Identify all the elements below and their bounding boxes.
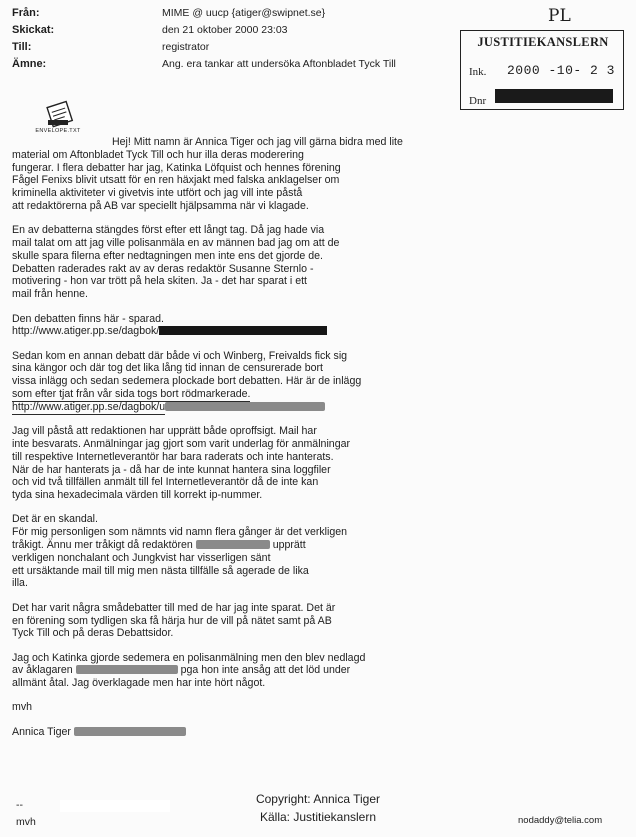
to-value: registrator <box>162 41 210 53</box>
text-line: För mig personligen som nämnts vid namn flera gånger är det verkligen <box>12 526 348 539</box>
text-line: Det är en skandal. <box>12 513 98 526</box>
text-line: Jag vill påstå att redaktionen har upprätt både oproffsigt. Mail har <box>12 425 317 438</box>
text-line: mail talat om att jag ville polisanmäla en av männen bad jag om att de <box>12 237 340 250</box>
footer-mvh: mvh <box>16 816 36 828</box>
saved-url[interactable]: http://www.atiger.pp.se/dagbok/ <box>12 325 160 338</box>
text-line: Den debatten finns här - sparad. <box>12 312 164 325</box>
text-fragment: av åklagaren <box>12 664 73 677</box>
text-fragment: pga hon inte ansåg att det löd under <box>180 664 351 677</box>
handwritten-initials: PL <box>548 6 571 26</box>
text-line: fungerar. I flera debatter har jag, Katinka Löfquist och hennes förening <box>12 161 341 174</box>
name-redaction <box>196 540 270 549</box>
paragraph-small-debates <box>12 602 452 640</box>
closing-mvh: mvh <box>12 701 33 714</box>
stamp-ink-label: Ink. <box>469 66 487 78</box>
text-line: En av debatterna stängdes först efter ett långt tag. Då jag hade via <box>12 224 325 237</box>
closing <box>12 701 452 714</box>
signature-line <box>12 726 452 739</box>
name-redaction <box>76 665 178 674</box>
signature-redaction <box>74 727 186 736</box>
paragraph-second-debate <box>12 350 452 414</box>
text-line: inte besvarats. Anmälningar jag gjort som varit underlag för anmälningar <box>12 437 351 450</box>
stamp-title: JUSTITIEKANSLERN <box>477 35 609 49</box>
stamp-date: 2000 -10- 2 3 <box>507 63 615 78</box>
to-label: Till: <box>12 41 32 53</box>
stamp-redaction <box>495 89 613 103</box>
sent-label: Skickat: <box>12 24 55 36</box>
saved-url-line <box>12 325 452 338</box>
text-line: material om Aftonbladet Tyck Till och hur illa deras moderering <box>12 148 304 161</box>
signature-separator: -- <box>16 799 23 811</box>
signature <box>12 726 452 739</box>
text-line-with-redaction <box>12 539 452 552</box>
text-line: tyda sina hexadecimala värden till korrekt ip-nummer. <box>12 489 263 502</box>
text-line: en förening som tydligen ska få härja hur de vill på nätet samt på AB <box>12 614 332 627</box>
text-line: till respektive Internetleverantör har bara raderats och inte hanterats. <box>12 450 334 463</box>
text-line: Fågel Fenixs blivit utsatt för en ren häxjakt med falska anklagelser om <box>12 174 340 187</box>
paragraph-police-report <box>12 652 452 690</box>
text-line: illa. <box>12 577 28 590</box>
received-stamp <box>460 30 624 110</box>
text-line: Det har varit några smådebatter till med de har jag inte sparat. Det är <box>12 601 336 614</box>
removed-url-line <box>12 401 452 414</box>
removed-url[interactable]: http://www.atiger.pp.se/dagbok/u <box>12 400 166 413</box>
signature-name: Annica Tiger <box>12 725 71 738</box>
paragraph-intro <box>12 136 452 213</box>
text-line: allmänt åtal. Jag överklagade men har inte hört något. <box>12 677 266 690</box>
sent-value: den 21 oktober 2000 23:03 <box>162 24 288 36</box>
text-line: sina kängor och där tog det lika lång tid innan de censurerade bort <box>12 362 323 375</box>
sender-email[interactable]: nodaddy@telia.com <box>518 815 603 826</box>
stamp-dnr-label: Dnr <box>469 95 487 107</box>
text-line: skulle spara filerna efter nedtagningen men inte ens det gjorde de. <box>12 249 323 262</box>
text-line: ett ursäktande mail till mig men nästa tillfälle så agerade de lika <box>12 564 309 577</box>
subject-value: Ang. era tankar att undersöka Aftonbladet Tyck Till <box>162 58 396 70</box>
text-line: Hej! Mitt namn är Annica Tiger och jag vill gärna bidra med lite <box>112 136 403 148</box>
text-line: Jag och Katinka gjorde sedemera en polisanmälning men den blev nedlagd <box>12 651 366 664</box>
text-line: att redaktörerna på AB var speciellt hjälpsamma när vi klagade. <box>12 199 309 212</box>
text-line: verkligen nonchalant och Jungkvist har visserligen sänt <box>12 551 271 564</box>
attachment-label: ENVELOPE.TXT <box>35 128 81 134</box>
subject-label: Ämne: <box>12 58 47 70</box>
text-fragment: tråkigt. Ännu mer tråkigt då redaktören <box>12 539 193 552</box>
text-line: När de har hanterats ja - då har de inte kunnat hantera sina loggfiler <box>12 463 331 476</box>
text-line-with-redaction <box>12 664 452 677</box>
text-line: motivering - hon var trött på hela skiten. Ja - det har sparat i ett <box>12 275 308 288</box>
text-line: Debatten raderades rakt av av deras redaktör Susanne Sternlo - <box>12 262 314 275</box>
url-redaction <box>159 326 327 335</box>
paragraph-saved <box>12 313 452 339</box>
paragraph-scandal <box>12 513 452 590</box>
from-value: MIME @ uucp {atiger@swipnet.se} <box>162 7 326 19</box>
url-redaction <box>165 402 325 411</box>
envelope-icon[interactable] <box>38 100 82 140</box>
text-line: Tyck Till och på deras Debattsidor. <box>12 627 174 640</box>
paragraph-moderation <box>12 425 452 502</box>
source-line: Källa: Justitiekanslern <box>259 810 377 824</box>
from-label: Från: <box>12 7 40 19</box>
text-line: vissa inlägg och sedan sedemera plockade bort debatten. Här är de inlägg <box>12 375 362 388</box>
text-line: och vid två tillfällen anmält till fel Internetleverantör då de inte kan <box>12 476 319 489</box>
text-line: kriminella aktiviteter vi givetvis inte utfört och jag vill inte påstå <box>12 187 303 200</box>
text-line: mail från henne. <box>12 288 88 301</box>
text-fragment: upprätt <box>272 539 306 552</box>
copyright-line: Copyright: Annica Tiger <box>255 792 381 806</box>
paragraph-debate <box>12 224 452 301</box>
text-line: Sedan kom en annan debatt där både vi och Winberg, Freivalds fick sig <box>12 349 348 362</box>
text-line: som efter tjat från vår sida togs bort rödmarkerade. <box>12 388 251 401</box>
email-body <box>12 136 452 750</box>
